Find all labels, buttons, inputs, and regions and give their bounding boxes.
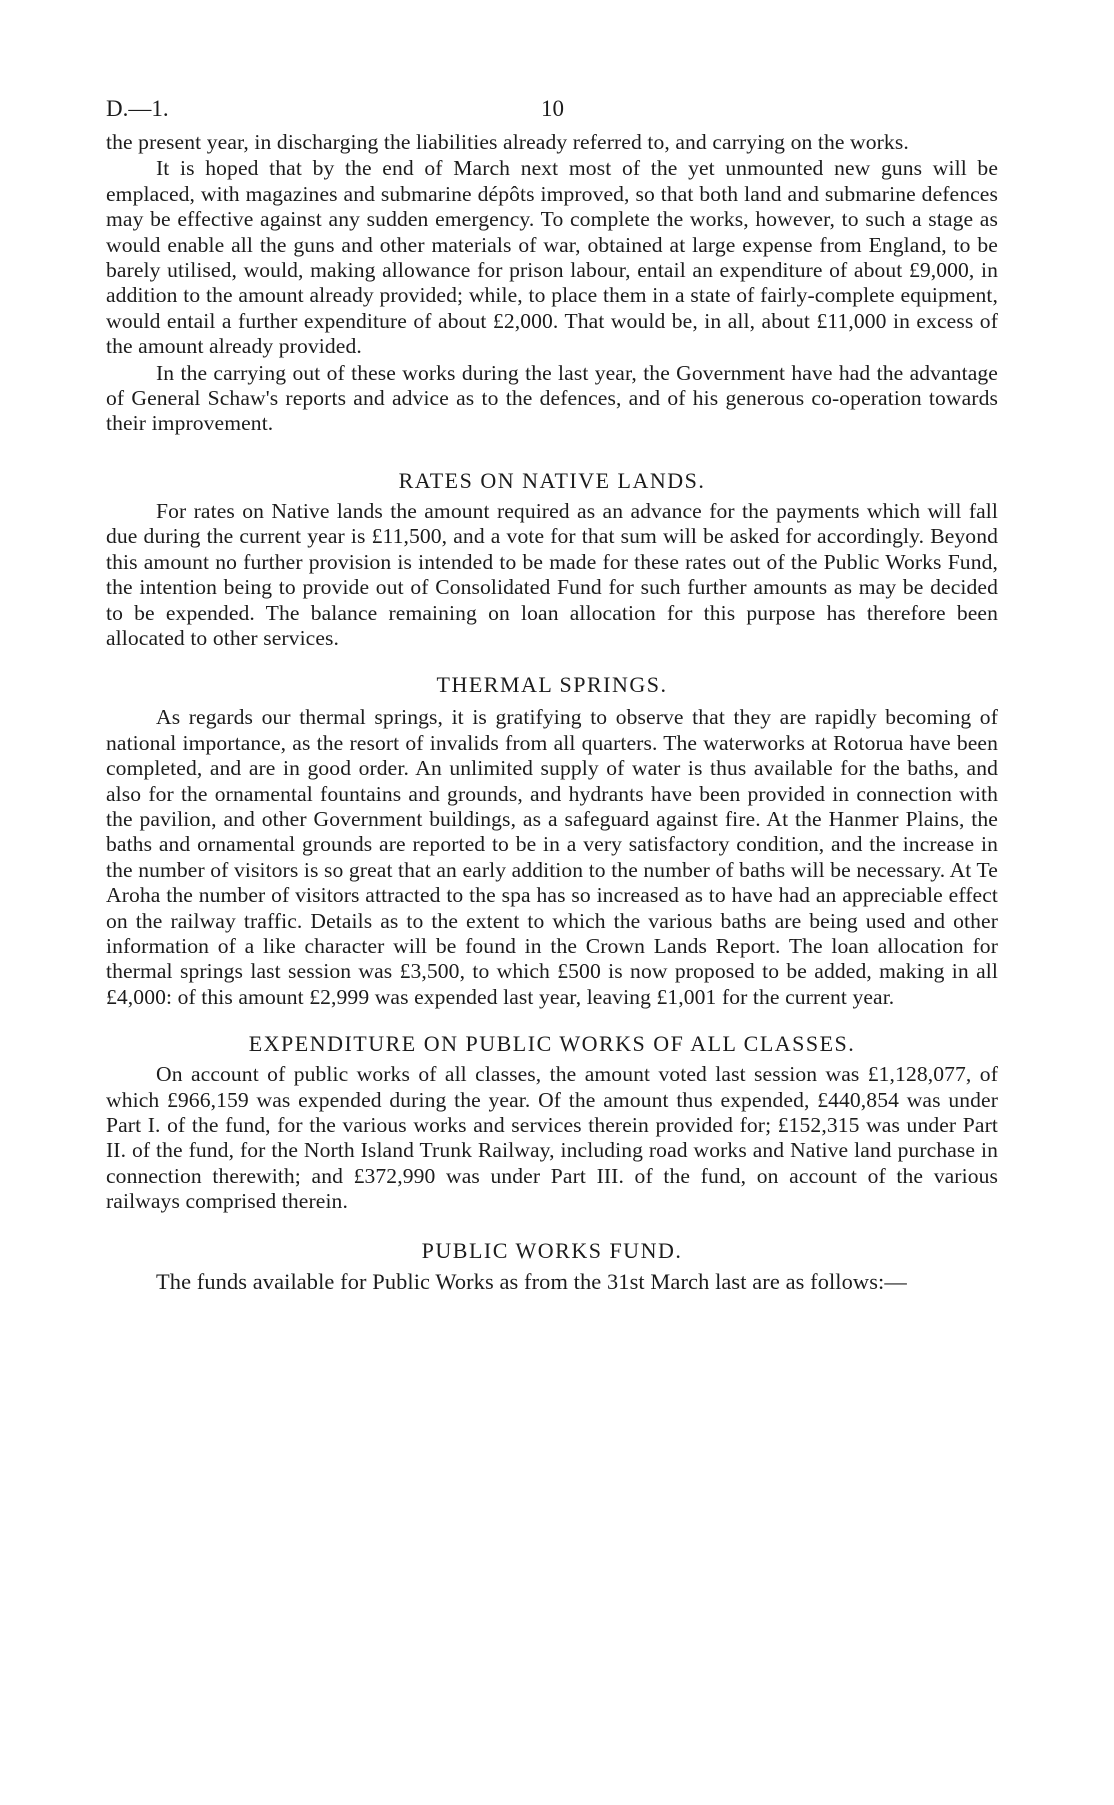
- rates-paragraph: For rates on Native lands the amount required as an advance for the payments which will fall due during the current year is £11,500, and a vote for that sum will be asked for accordingly. Beyond this amount no further provision is intended to be made for these rates out of the Public Works Fund, the intention being to provide out of Consolidated Fund for such further amounts as may be decided to be expended. The balance remaining on loan allocation for this purpose has therefore been allocated to other services.: [106, 498, 998, 650]
- section-heading-thermal-springs: THERMAL SPRINGS.: [436, 672, 668, 698]
- thermal-springs-paragraph: As regards our thermal springs, it is gratifying to observe that they are rapidly becoming of national importance, as the resort of invalids from all quarters. The waterworks at Rotorua have been completed, and are in good order. An unlimited supply of water is thus available for the baths, and also for the ornamental fountains and grounds, and hydrants have been provided in connection with the pavilion, and other Government buildings, as a safeguard against fire. At the Hanmer Plains, the baths and ornamental grounds are reported to be in a very satisfactory condition, and the increase in the number of visitors is so great that an early addition to the number of baths will be necessary. At Te Aroha the number of visitors attracted to the spa has so increased as to have had an appreciable effect on the railway traffic. Details as to the extent to which the various baths are being used and other information of a like character will be found in the Crown Lands Report. The loan allocation for thermal springs last session was £3,500, to which £500 is now proposed to be added, making in all £4,000: of this amount £2,999 was expended last year, leaving £1,001 for the current year.: [106, 705, 998, 1009]
- defences-paragraph: It is hoped that by the end of March next most of the yet unmounted new guns will be emplaced, with magazines and submarine dépôts improved, so that both land and submarine defences may be effective against any sudden emergency. To complete the works, however, to such a stage as would enable all the guns and other materials of war, obtained at large expense from England, to be barely utilised, would, making allowance for prison labour, entail an expenditure of about £9,000, in addition to the amount already provided; while, to place them in a state of fairly-complete equipment, would entail a further expenditure of about £2,000. That would be, in all, about £11,000 in excess of the amount already provided.: [106, 156, 998, 359]
- document-reference: D.—1.: [106, 96, 169, 121]
- document-page: [106, 96, 998, 1296]
- defences-paragraph: In the carrying out of these works during the last year, the Government have had the advantage of General Schaw's reports and advice as to the defences, and of his generous co-operation towards their improvement.: [106, 360, 998, 436]
- section-heading-rates: RATES ON NATIVE LANDS.: [398, 467, 706, 493]
- page-number: 10: [541, 96, 564, 121]
- defences-paragraph-continued: the present year, in discharging the liabilities already referred to, and carrying on the works.: [106, 130, 909, 154]
- page-header: [106, 96, 998, 130]
- expenditure-paragraph: On account of public works of all classes, the amount voted last session was £1,128,077, of which £966,159 was expended during the year. Of the amount thus expended, £440,854 was under Part I. of the fund, for the various works and services therein provided for; £152,315 was under Part II. of the fund, for the North Island Trunk Railway, including road works and Native land purchase in connection therewith; and £372,990 was under Part III. of the fund, on account of the various railways comprised therein.: [106, 1062, 998, 1214]
- public-works-fund-paragraph: The funds available for Public Works as from the 31st March last are as follows:—: [156, 1268, 907, 1294]
- section-heading-public-works-fund: PUBLIC WORKS FUND.: [421, 1237, 683, 1263]
- section-heading-expenditure: EXPENDITURE ON PUBLIC WORKS OF ALL CLASSES.: [248, 1031, 856, 1057]
